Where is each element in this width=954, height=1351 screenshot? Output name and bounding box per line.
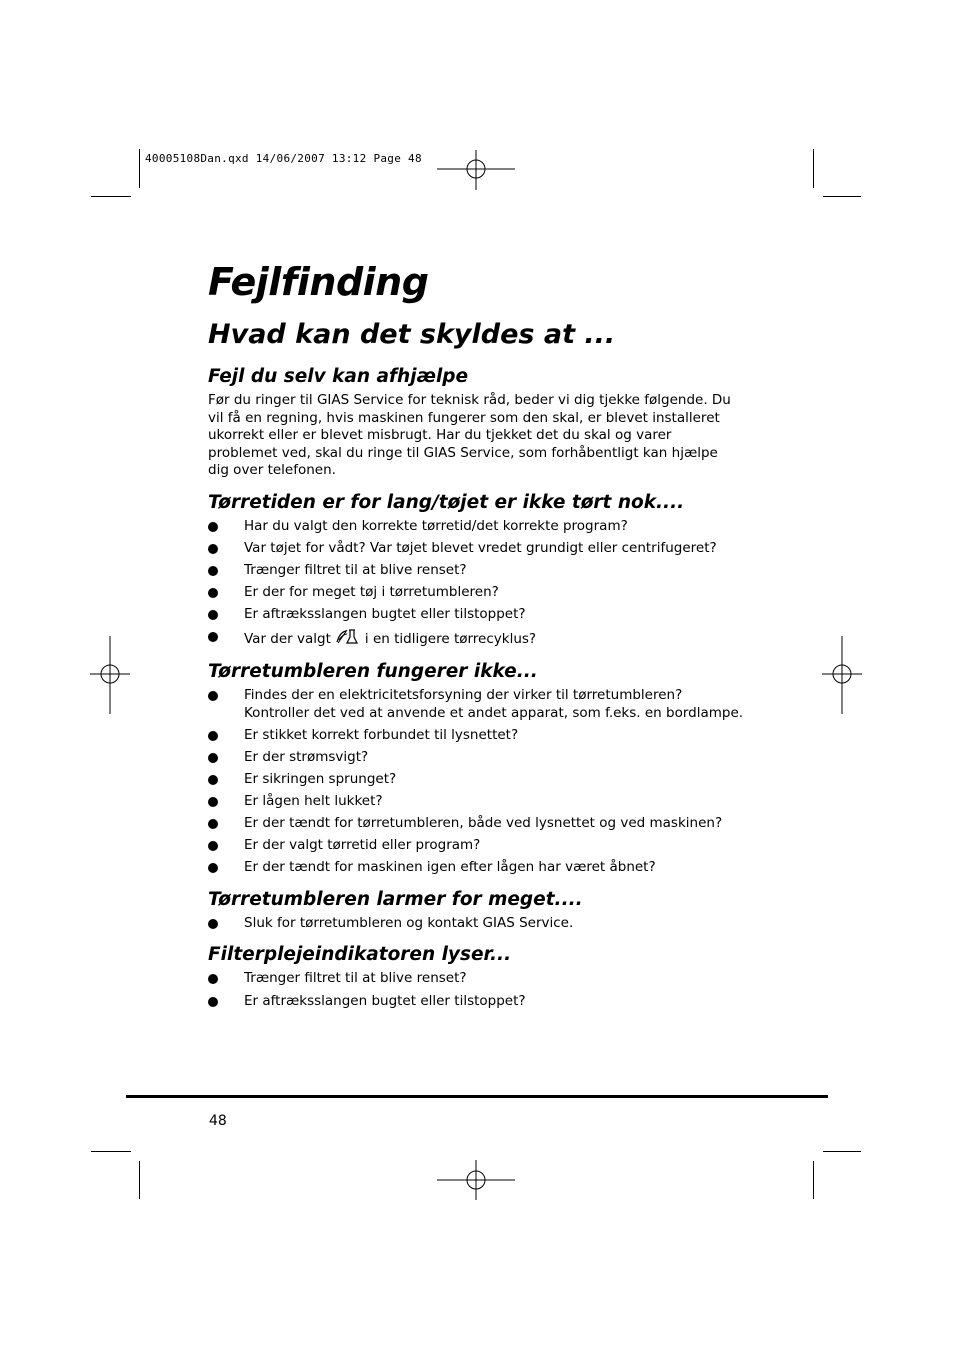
bullet-icon bbox=[208, 544, 218, 554]
registration-mark-icon bbox=[437, 150, 517, 190]
list-item bbox=[208, 970, 748, 988]
intro-paragraph: Før du ringer til GIAS Service for teknisk råd, beder vi dig tjekke følgende. Du vil få en regning, hvis maskinen fungerer som den skal, er blevet installeret ukorrekt eller er blevet misbrugt. Har du tjekket det du skal og varer problemet ved, skal du ringe til GIAS Service, som forhåbentligt kan hjælpe dig over telefonen. bbox=[208, 392, 731, 479]
list-item bbox=[208, 793, 748, 811]
print-slug: 40005108Dan.qxd 14/06/2007 13:12 Page 48 bbox=[145, 152, 422, 165]
list-item bbox=[208, 859, 748, 877]
list-item-text: Er aftræksslangen bugtet eller tilstoppet? bbox=[244, 606, 526, 623]
list-item bbox=[208, 727, 748, 745]
list-item-text: Er der tændt for maskinen igen efter lågen har været åbnet? bbox=[244, 859, 656, 876]
intro-heading: Fejl du selv kan afhjælpe bbox=[208, 366, 469, 387]
crop-mark bbox=[813, 1161, 814, 1199]
list-item bbox=[208, 687, 748, 722]
bullet-icon bbox=[208, 863, 218, 873]
bullet-icon bbox=[208, 819, 218, 829]
list-item bbox=[208, 540, 748, 558]
page-number: 48 bbox=[209, 1113, 227, 1129]
list-item-text: Trænger filtret til at blive renset? bbox=[244, 970, 467, 987]
low-heat-symbol-icon bbox=[335, 628, 361, 646]
list-item bbox=[208, 749, 748, 767]
crop-mark bbox=[91, 196, 131, 197]
list-item bbox=[208, 915, 748, 933]
list-item-text: Er der for meget tøj i tørretumbleren? bbox=[244, 584, 499, 601]
registration-mark-icon bbox=[437, 1160, 517, 1200]
bullet-icon bbox=[208, 566, 218, 576]
bullet-icon bbox=[208, 691, 218, 701]
registration-mark-icon bbox=[90, 636, 130, 714]
list-item bbox=[208, 815, 748, 833]
list-item-text: Er stikket korrekt forbundet til lysnettet? bbox=[244, 726, 519, 743]
list-item-text: i en tidligere tørrecyklus? bbox=[364, 631, 537, 648]
bullet-icon bbox=[208, 731, 218, 741]
checklist bbox=[208, 915, 748, 933]
section-heading: Tørretumbleren larmer for meget.... bbox=[208, 888, 583, 910]
checklist bbox=[208, 970, 748, 1010]
list-item-text: Er aftræksslangen bugtet eller tilstoppet? bbox=[244, 992, 526, 1009]
list-item-text: Trænger filtret til at blive renset? bbox=[244, 562, 467, 579]
section-heading: Tørretumbleren fungerer ikke... bbox=[208, 661, 538, 683]
list-item-text: Var der valgt bbox=[244, 631, 331, 648]
checklist bbox=[208, 687, 748, 877]
list-item bbox=[208, 837, 748, 855]
bullet-icon bbox=[208, 974, 218, 984]
list-item-text: Er lågen helt lukket? bbox=[244, 793, 383, 809]
section-heading: Filterplejeindikatoren lyser... bbox=[208, 944, 512, 966]
crop-mark bbox=[823, 196, 861, 197]
section-not-working bbox=[208, 660, 748, 877]
list-item-text: Har du valgt den korrekte tørretid/det korrekte program? bbox=[244, 517, 628, 534]
list-item bbox=[208, 771, 748, 789]
list-item bbox=[208, 628, 748, 649]
bullet-icon bbox=[208, 841, 218, 851]
list-item-text: Er der tændt for tørretumbleren, både ved lysnettet og ved maskinen? bbox=[244, 815, 723, 832]
list-item bbox=[208, 584, 748, 602]
list-item bbox=[208, 606, 748, 624]
crop-mark bbox=[139, 1161, 140, 1199]
crop-mark bbox=[91, 1151, 131, 1152]
section-filter-indicator bbox=[208, 943, 748, 1010]
bullet-icon bbox=[208, 919, 218, 929]
list-item-text: Sluk for tørretumbleren og kontakt GIAS Service. bbox=[244, 914, 574, 931]
registration-mark-icon bbox=[822, 636, 862, 714]
bullet-icon bbox=[208, 632, 218, 642]
list-item-text: Var tøjet for vådt? Var tøjet blevet vredet grundigt eller centrifugeret? bbox=[244, 540, 717, 557]
list-item-text: Er der strømsvigt? bbox=[244, 748, 369, 765]
crop-mark bbox=[139, 149, 140, 188]
section-heading: Tørretiden er for lang/tøjet er ikke tørt nok.... bbox=[208, 491, 685, 513]
list-item-text: Er der valgt tørretid eller program? bbox=[244, 837, 481, 854]
bullet-icon bbox=[208, 610, 218, 620]
page-content bbox=[208, 258, 748, 1015]
bullet-icon bbox=[208, 522, 218, 532]
crop-mark bbox=[823, 1151, 861, 1152]
list-item-text: Findes der en elektricitetsforsyning der virker til tørretumbleren? Kontroller det ved at anvende et andet apparat, som f.eks. en bordlampe. bbox=[244, 687, 744, 721]
bullet-icon bbox=[208, 997, 218, 1007]
page-subtitle: Hvad kan det skyldes at ... bbox=[208, 319, 616, 350]
bullet-icon bbox=[208, 588, 218, 598]
list-item bbox=[208, 562, 748, 580]
page-title: Fejlfinding bbox=[208, 260, 429, 304]
list-item bbox=[208, 518, 748, 536]
section-noisy bbox=[208, 888, 748, 933]
checklist bbox=[208, 518, 748, 649]
crop-mark bbox=[813, 149, 814, 188]
bullet-icon bbox=[208, 797, 218, 807]
list-item bbox=[208, 993, 748, 1011]
list-item-text: Er sikringen sprunget? bbox=[244, 770, 397, 787]
footer-rule bbox=[126, 1095, 828, 1098]
bullet-icon bbox=[208, 775, 218, 785]
bullet-icon bbox=[208, 753, 218, 763]
section-drying-time bbox=[208, 491, 748, 649]
